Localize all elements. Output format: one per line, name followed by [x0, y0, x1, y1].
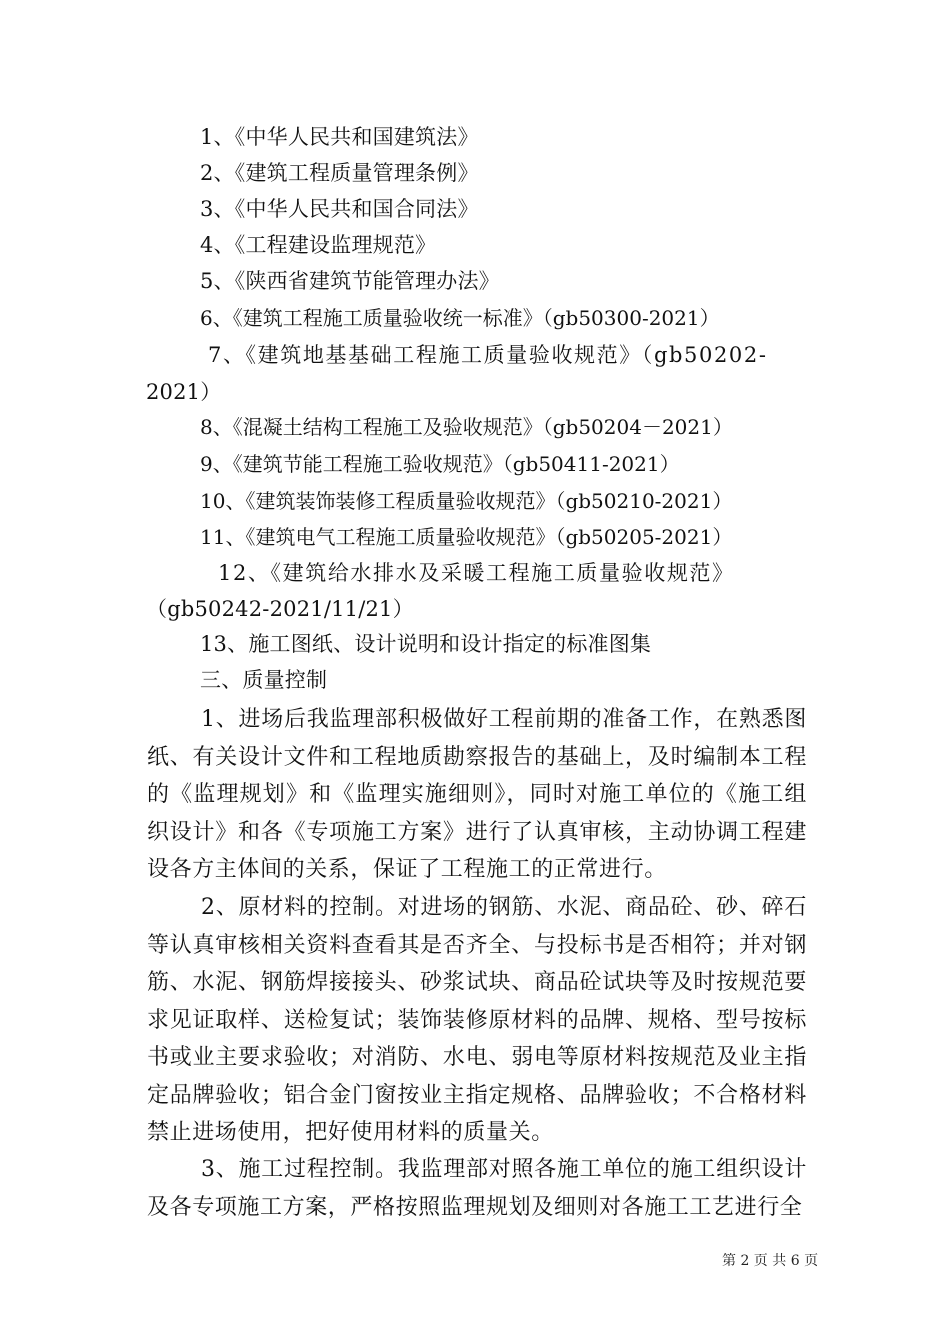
section-heading: 三、质量控制: [200, 668, 328, 692]
reference-item: 12、《建筑给水排水及采暖工程施工质量验收规范》: [218, 561, 735, 585]
reference-item: 7、《建筑地基基础工程施工质量验收规范》（gb50202-: [208, 343, 768, 367]
reference-item: 5、《陕西省建筑节能管理办法》: [200, 269, 500, 293]
reference-item-continuation: 2021）: [146, 380, 222, 404]
reference-item: 3、《中华人民共和国合同法》: [200, 197, 479, 221]
reference-item: 11、《建筑电气工程施工质量验收规范》（gb50205-2021）: [200, 525, 733, 549]
reference-item: 13、施工图纸、设计说明和设计指定的标准图集: [200, 632, 652, 656]
reference-item: 8、《混凝土结构工程施工及验收规范》（gb50204－2021）: [200, 415, 733, 439]
paragraph: 1、进场后我监理部积极做好工程前期的准备工作，在熟悉图纸、有关设计文件和工程地质勘察报告的基础上，及时编制本工程的《监理规划》和《监理实施细则》，同时对施工单位的《施工组织设计》和各《专项施工方案》进行了认真审核，主动协调工程建设各方主体间的关系，保证了工程施工的正常进行。: [147, 707, 807, 882]
reference-item: 9、《建筑节能工程施工验收规范》（gb50411-2021）: [200, 452, 680, 476]
paragraph: 3、施工过程控制。我监理部对照各施工单位的施工组织设计及各专项施工方案，严格按照监理规划及细则对各施工工艺进行全: [147, 1157, 807, 1220]
reference-item: 1、《中华人民共和国建筑法》: [200, 125, 479, 149]
reference-item-continuation: （gb50242-2021/11/21）: [146, 597, 414, 621]
reference-item: 2、《建筑工程质量管理条例》: [200, 161, 479, 185]
reference-item: 10、《建筑装饰装修工程质量验收规范》（gb50210-2021）: [200, 489, 733, 513]
page-number-footer: 第 2 页 共 6 页: [722, 1253, 819, 1269]
reference-item: 6、《建筑工程施工质量验收统一标准》（gb50300-2021）: [200, 306, 720, 330]
reference-item: 4、《工程建设监理规范》: [200, 233, 437, 257]
paragraph: 2、原材料的控制。对进场的钢筋、水泥、商品砼、砂、碎石等认真审核相关资料查看其是否齐全、与投标书是否相符；并对钢筋、水泥、钢筋焊接接头、砂浆试块、商品砼试块等及时按规范要求见证取样、送检复试；装饰装修原材料的品牌、规格、型号按标书或业主要求验收；对消防、水电、弱电等原材料按规范及业主指定品牌验收；铝合金门窗按业主指定规格、品牌验收；不合格材料禁止进场使用，把好使用材料的质量关。: [147, 895, 807, 1145]
